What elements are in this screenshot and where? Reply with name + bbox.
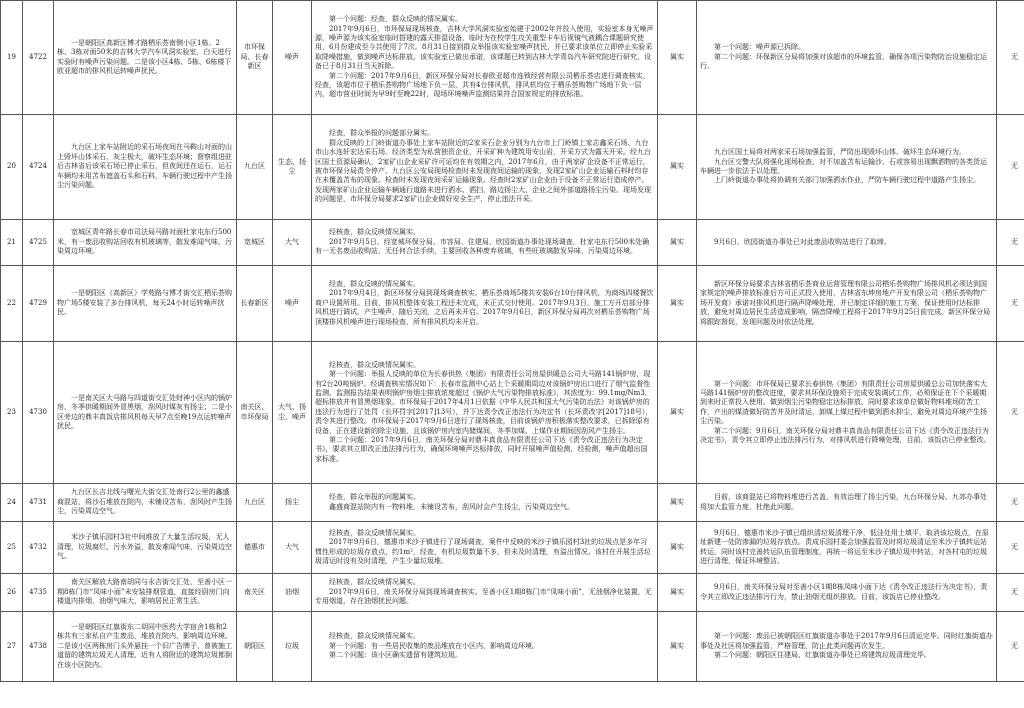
pollution-type-cell: 大气、扬尘、噪声 bbox=[273, 342, 312, 484]
complaint-text: 一是朝阳区（高新区）学苑路与博才街交汇栖乐荟购物广场5楼安装了多台排风机，每天24小时运转噪声扰民。 bbox=[57, 289, 232, 317]
complaint-cell bbox=[54, 612, 237, 682]
complaint-text: 一是南关区大马路与四道街交汇处财神小区内的锅炉房，冬季供暖期间外冒黑烟，刮风时煤灰有扬尘；二是小区旁边的鼎丰真饭店排风机每天早7点至晚19点运转噪声扰民。 bbox=[57, 393, 232, 430]
complaint-text: 一是朝阳区高新区博才路栖乐荟南侧小区1栋、2栋、3栋对面50米的吉林大学汽车风洞实验室，白天进行实验时有噪声污染问题。二是该小区4栋、5栋、6栋楼下欧亚超市的排风机运转噪声扰民。 bbox=[57, 38, 232, 75]
measures-paragraph: 上门岭街道办事处将协调有关部门加强洒水作业，严防车辆行驶过程中道路产生扬尘。 bbox=[714, 176, 980, 185]
measures-cell bbox=[697, 612, 997, 682]
case-id-cell: 4725 bbox=[23, 220, 54, 266]
district-cell: 九台区 bbox=[237, 115, 273, 220]
findings-cell bbox=[312, 115, 658, 220]
findings-cell bbox=[312, 484, 658, 522]
measures-paragraph: 新区环保分局要求吉林省栖乐荟商业运营管理有限公司栖乐荟购物广场排风机必须达到国家规定的噪声排放标准后方可正式投入使用，吉林省东坤房地产开发有限公司（栖乐荟购物广场开发商）承诺对排风机进行隔声降噪处理，并已制定详细的施工方案，保证使用时达标排放，避免对周边居民生活造成影响，隔音降噪工程将于2017年9月25日前完成。新区环保分局将跟踪督促，发现问题及时依法处理。 bbox=[700, 279, 991, 326]
result-cell: 无 bbox=[997, 522, 1024, 574]
verdict-cell: 属实 bbox=[658, 115, 697, 220]
complaint-cell bbox=[54, 220, 237, 266]
measures-cell bbox=[697, 115, 997, 220]
complaint-text: 宽城区青年路长春市司法局马路对面杜家屯东行500米，有一废品收购站回收有机玻璃等，散发难闻气味，污染周边环境。 bbox=[57, 228, 232, 256]
measures-paragraph: 第二个问题：9月6日，南关环保分局对鼎丰真食品有限责任公司下达《责令改正违法行为决定书》，责令其立即停止违法排污行为，对排风机进行降噪处理，目前，该饭店已停业整改。 bbox=[700, 426, 991, 445]
result-cell: 无 bbox=[997, 1, 1024, 115]
district-cell: 南关区、市环保局 bbox=[237, 342, 273, 484]
findings-paragraph: 第一个问题：有一些居民收集的废品堆放在小区内，影响周边环境。 bbox=[329, 641, 539, 650]
district-cell: 德惠市 bbox=[237, 522, 273, 574]
result-cell: 无 bbox=[997, 220, 1024, 266]
verdict-cell: 属实 bbox=[658, 612, 697, 682]
case-id-cell: 4729 bbox=[23, 266, 54, 342]
complaint-cell bbox=[54, 574, 237, 612]
findings-paragraph: 第一个问题：举报人反映的单位为长春供热（集团）有限责任公司房屋供暖总公司大马路141锅炉房，现有2台20吨锅炉。经调查核实情况如下：长春市监测中心站上个采暖期周边对该锅炉房出口进行了烟气监督性监测，监测报告结果表明锅炉房烟尘排放浓度超过《锅炉大气污染物排放标准》，其浓度为：99.1mg/Nm3，超标排放并有冒黑烟现象。市环保局于2017年4月1日依据《中华人民共和国大气污染防治法》对该锅炉房的违法行为进行了处罚（长环罚字[2017]13号），并下达责令改正违法行为决定书（长环责改字[2017]18号），责令其进行整改。市环保局于2017年9月6日进行了现场核查，目前该锅炉房积极落实整改要求，已拆除原有设备，正在建设新的除尘设施，且该锅炉房内室内储煤间，冬季加煤、上煤作业期间因刮风产生扬尘。 bbox=[315, 370, 653, 435]
table-row bbox=[1, 115, 1024, 220]
complaint-cell bbox=[54, 115, 237, 220]
pollution-type-cell: 垃圾 bbox=[273, 612, 312, 682]
row-number-cell: 23 bbox=[1, 342, 23, 484]
measures-paragraph: 9月6日，南关环保分局对至善小区1期8栋凤味小面下达《责令改正违法行为决定书》，责令其立即改正违法排污行为，禁止油烟无组织排放。目前，该饭店已停业整改。 bbox=[700, 583, 988, 601]
row-number-cell: 25 bbox=[1, 522, 23, 574]
case-id-cell: 4722 bbox=[23, 1, 54, 115]
measures-cell bbox=[697, 220, 997, 266]
pollution-type-cell: 噪声 bbox=[273, 1, 312, 115]
complaint-cell bbox=[54, 266, 237, 342]
pollution-type-cell: 生态、扬尘 bbox=[273, 115, 312, 220]
row-number-cell: 21 bbox=[1, 220, 23, 266]
findings-cell bbox=[312, 266, 658, 342]
measures-paragraph: 第一个问题：市环保局已要求长春供热（集团）有限责任公司房屋供暖总公司加快落实大马路141锅炉房的整改进度，要求其环保设施须于完成安装调试工作，必须保证在下个采暖期到来时正常投入使用，做到烟尘污染物稳定达标排放。同时要求该单位做好物料堆场防苦工作，产出的煤渣做好防苦并及时清运，卸煤上煤过程中做到洒水抑尘，避免对周边环境产生扬尘污染。 bbox=[700, 379, 987, 426]
measures-cell bbox=[697, 484, 997, 522]
pollution-type-cell: 油烟 bbox=[273, 574, 312, 612]
measures-cell bbox=[697, 522, 997, 574]
measures-paragraph: 第一个问题：噪声源已拆除。 bbox=[714, 43, 805, 52]
row-number-cell: 20 bbox=[1, 115, 23, 220]
case-id-cell: 4731 bbox=[23, 484, 54, 522]
findings-cell bbox=[312, 342, 658, 484]
findings-paragraph: 鑫盛商混站院内有一物料堆，未铺设苫布，刮风时会产生扬尘，污染周边空气。 bbox=[329, 502, 574, 511]
findings-paragraph: 第二个问题：2017年9月6日，新区环保分局对长春欧亚超市连锁经营有限公司栖乐荟店进行调查核实，经查，该超市位于栖乐荟购物广场地下负一层，共有4台排风机，排风机均位于栖乐荟购物广场地下负一层内，超市营业时间为早9时至晚22时，现场环境噪声监测结果符合国家规定的排放标准。 bbox=[315, 71, 650, 99]
measures-paragraph: 目前，该商混站已将物料堆进行苫盖，有效治理了扬尘污染，九台环保分局、九郊办事处将加大监管力度，杜绝此问题。 bbox=[700, 493, 987, 511]
measures-cell bbox=[697, 1, 997, 115]
pollution-type-cell: 噪声 bbox=[273, 266, 312, 342]
table-row bbox=[1, 574, 1024, 612]
verdict-cell: 属实 bbox=[658, 484, 697, 522]
result-cell: 无 bbox=[997, 484, 1024, 522]
findings-paragraph: 经核查，群众反映情况属实。 bbox=[329, 228, 420, 237]
verdict-cell: 属实 bbox=[658, 220, 697, 266]
result-cell: 无 bbox=[997, 612, 1024, 682]
findings-paragraph: 2017年9月6日，市环保局现场核查，吉林大学风洞实验室始建于2002年并投入使用，实验室本身无噪声源，噪声源为该实验室临时搭建的露天排湿设备，临时为在校学生攻关重型卡车后视镜气液耦合课题研究使用，6月份建成至今共使用了7次。8月31日接到群众举报该实验室噪声扰民，并已要求该单位立即停止实验采取降噪措施，做到噪声达标排放。该实验室已做出承诺，该课题已转到吉林大学青岛汽车研究院进行研究，设备已于8月31日当天拆除。 bbox=[315, 24, 654, 71]
case-id-cell: 4732 bbox=[23, 522, 54, 574]
verdict-cell: 属实 bbox=[658, 574, 697, 612]
row-number-cell: 19 bbox=[1, 1, 23, 115]
pollution-type-cell: 大气 bbox=[273, 522, 312, 574]
measures-cell bbox=[697, 574, 997, 612]
verdict-cell: 属实 bbox=[658, 522, 697, 574]
complaint-cell bbox=[54, 522, 237, 574]
measures-paragraph: 9月6日，德惠市米沙子镇已组织清垃圾清理干净，低洼处用土填平，取消该垃圾点，在原址新建一处防渗漏的垃圾存放点。责成乐园村委会加强监管及时将垃圾清运至米沙子镇转运站转运，同时该村完善转运队伍管理制度，再统一将运至米沙子镇垃圾中转站，对各村屯的垃圾进行清理，保证环境整洁。 bbox=[700, 528, 989, 565]
measures-paragraph: 第二个问题：朝阳区住建局、红旗街道办事处已将建筑垃圾清理完毕。 bbox=[714, 651, 931, 660]
findings-paragraph: 2017年9月5日，经宽城环保分局、市容局、住建局、欣园街道办事处现场调查，杜家屯东行500米处确有一无名废品收购站，无任何合法手续，主要回收各种废弃玻璃，有些旺玻璃散发异味，污染周边环境。 bbox=[315, 237, 650, 256]
findings-paragraph: 群众反映的上门岭街道办事处上家车站附近的2家采石企业分别为九台市上门岭镇上家志鑫采石场、九台市山水连轩宏达采石场。经济类型为私营独资企业，开采矿种为建筑用安山岩，开采方式为露天开采。经九台区国土资源局确认，2家矿山企业采矿许可证均在有效期之内，2017年6月，由于两家矿企设备不正常运行，被市环保分局责令停产。九台区公安局现场检查时未发现夜间运输的现象，发现2家矿山企业运输石料时均存在未覆盖苫布的现象。检查时未发现夜间采矿运输现象。经查时2家矿山企业由于设备不正常运行造成停产。发现两家矿山企业运输车辆通行道路未进行洒水、洒扫，路边扬尘大、企业之间外部道路扬尘污染。现场发现的问题是，市环保分局要求2家矿山企业做好安全生产，停止违法开采。 bbox=[315, 138, 651, 204]
case-id-cell: 4735 bbox=[23, 574, 54, 612]
findings-cell bbox=[312, 574, 658, 612]
row-number-cell: 27 bbox=[1, 612, 23, 682]
findings-paragraph: 经核查，群众反映情况属实。 bbox=[329, 528, 420, 537]
measures-cell bbox=[697, 342, 997, 484]
table-row bbox=[1, 522, 1024, 574]
district-cell: 宽城区 bbox=[237, 220, 273, 266]
row-number-cell: 24 bbox=[1, 484, 23, 522]
findings-paragraph: 第一个问题：经查，群众反映的情况属实。 bbox=[329, 15, 462, 24]
complaint-cell bbox=[54, 484, 237, 522]
row-number-cell: 26 bbox=[1, 574, 23, 612]
district-cell: 九台区 bbox=[237, 484, 273, 522]
table-row bbox=[1, 484, 1024, 522]
result-cell: 无 bbox=[997, 574, 1024, 612]
result-cell: 无 bbox=[997, 115, 1024, 220]
district-cell: 长春新区 bbox=[237, 266, 273, 342]
findings-paragraph: 经查，群众举报的问题属实。 bbox=[329, 493, 420, 502]
verdict-cell: 属实 bbox=[658, 1, 697, 115]
table-row bbox=[1, 1, 1024, 115]
result-cell: 无 bbox=[997, 342, 1024, 484]
row-number-cell: 22 bbox=[1, 266, 23, 342]
measures-paragraph: 九台区国土局将对两家采石场加强监管，严防出现毁坏山体、破坏生态环境行为。 bbox=[714, 148, 966, 157]
complaint-cell bbox=[54, 342, 237, 484]
findings-paragraph: 第二个问题：2017年9月6日，南关环保分局对鼎丰真食品有限责任公司下达《责令改正违法行为决定书》，要求其立即改正违法排污行为，确保环境噪声达标排放，同时开展噪声值检测，经检测，噪声值超出国家标准。 bbox=[315, 436, 648, 463]
findings-cell bbox=[312, 612, 658, 682]
table-row bbox=[1, 220, 1024, 266]
complaint-text: 九台区长吉北线与曙光大街交汇处南行2公里的鑫盛商混站，将沙石堆放在院内，未铺设苫布，刮风时产生扬尘，污染周边空气。 bbox=[57, 488, 232, 516]
case-id-cell: 4724 bbox=[23, 115, 54, 220]
case-id-cell: 4730 bbox=[23, 342, 54, 484]
table-row bbox=[1, 612, 1024, 682]
measures-paragraph: 第二个问题：环保新区分局将加强对该超市的环境监管，确保各项污染物防治设施稳定运行。 bbox=[700, 52, 987, 71]
findings-paragraph: 第二个问题：该小区确实遗留有建筑垃圾。 bbox=[329, 651, 462, 660]
findings-cell bbox=[312, 220, 658, 266]
findings-cell bbox=[312, 522, 658, 574]
verdict-cell: 属实 bbox=[658, 266, 697, 342]
verdict-cell: 属实 bbox=[658, 342, 697, 484]
table-row bbox=[1, 342, 1024, 484]
measures-cell bbox=[697, 266, 997, 342]
result-cell: 无 bbox=[997, 266, 1024, 342]
findings-cell bbox=[312, 1, 658, 115]
findings-paragraph: 经核查，群众反映情况属实。 bbox=[329, 360, 420, 369]
pollution-type-cell: 扬尘 bbox=[273, 484, 312, 522]
findings-paragraph: 2017年9月6日，德惠市米沙子镇进行了现场调查，案件中反映的米沙子镇乐园村3社的垃圾点是多年习惯性形成的垃圾存放点，约1m²，经查，有机垃圾数量不多，但未及时清理，有溢出情况。该村在开展生活垃圾清运时没有及时清理，产生少量垃圾堆。 bbox=[315, 538, 651, 565]
findings-paragraph: 经查，群众举报的问题部分属实。 bbox=[329, 129, 434, 138]
complaint-cell bbox=[54, 1, 237, 115]
table-row bbox=[1, 266, 1024, 342]
measures-paragraph: 第一个问题：废品已被朝阳区红旗街道办事处于2017年9月6日清运完毕。同时红旗街道办事处及社区将加强监管，严格管理，防止此类问题再次发生。 bbox=[700, 632, 993, 650]
complaint-text: 一是朝阳区红旗街东二胡同中医药大学宿舍1栋和2栋共有三家私自产生废品，堆放在院内，影响周边环境。二是该小区两栋房门头外悬挂一个旧广告牌子，曾被施工道留的建筑垃圾无人清理，近有人将附近的建筑垃圾都倒在该小区院内。 bbox=[57, 622, 232, 669]
measures-paragraph: 9月6日，欣园街道办事处已对此废品收购站进行了取缔。 bbox=[714, 237, 891, 246]
measures-paragraph: 九台区交警大队将强化现场检查，对不加盖苫布运输沙、石或容易出现飘洒物的各类货运车辆进一步依法予以处理。 bbox=[700, 157, 987, 175]
district-cell: 朝阳区 bbox=[237, 612, 273, 682]
complaint-text: 九台区上家车站附近的采石场夜间在马鞍山对面的山上毁坏山体采石，灰尘极大，破坏生态环境；督察组进驻后吉林省后该采石场已停止采石，但夜间还在运石，运石车辆均未用苫布遮盖石头和石料，车辆行驶过程中产生扬尘污染问题。 bbox=[57, 143, 232, 190]
findings-paragraph: 2017年9月4日，新区环保分局到现场调查核实。栖乐荟商场5楼共安装6台10台排风机，为商场四楼餐饮商户设置所用。目前，排风机整体安装工程还未完成，未正式交付使用。2017年9月3日，施工方开启部分排风机进行调试，产生噪声，随后关闭，之后再未开启。2017年9月6日，新区环保分局再次对栖乐荟购物广场顶楼排风机噪声进行现场检查，所有排风机均未开启。 bbox=[315, 289, 654, 326]
findings-paragraph: 经核查，群众反映情况属实。 bbox=[329, 632, 420, 641]
pollution-type-cell: 大气 bbox=[273, 220, 312, 266]
complaint-text: 南关区解放大路南胡同与永吉街交汇处，至善小区一期8栋门市“凤味小面”未安装排烟管道，直接经厨房门向楼道内排烟，油烟气味大，影响居民正常生活。 bbox=[57, 578, 232, 606]
case-id-cell: 4738 bbox=[23, 612, 54, 682]
district-cell: 市环保局、长春新区 bbox=[237, 1, 273, 115]
complaint-text: 米沙子镇乐园村3社中间堆放了大量生活垃圾，无人清理，垃圾腐烂、污水外溢，散发难闻气味，污染周边空气。 bbox=[57, 533, 232, 561]
findings-paragraph: 经查，群众反映的情况属实。 bbox=[329, 279, 420, 288]
findings-paragraph: 经核查，群众反映情况属实。 bbox=[329, 578, 420, 587]
district-cell: 南关区 bbox=[237, 574, 273, 612]
findings-paragraph: 2017年9月6日，南关环保分局到现场调查核实。至善小区1期8栋门市“凤味小面”，无油烟净化装置，无专用烟道，存在油烟扰民问题。 bbox=[315, 587, 652, 606]
